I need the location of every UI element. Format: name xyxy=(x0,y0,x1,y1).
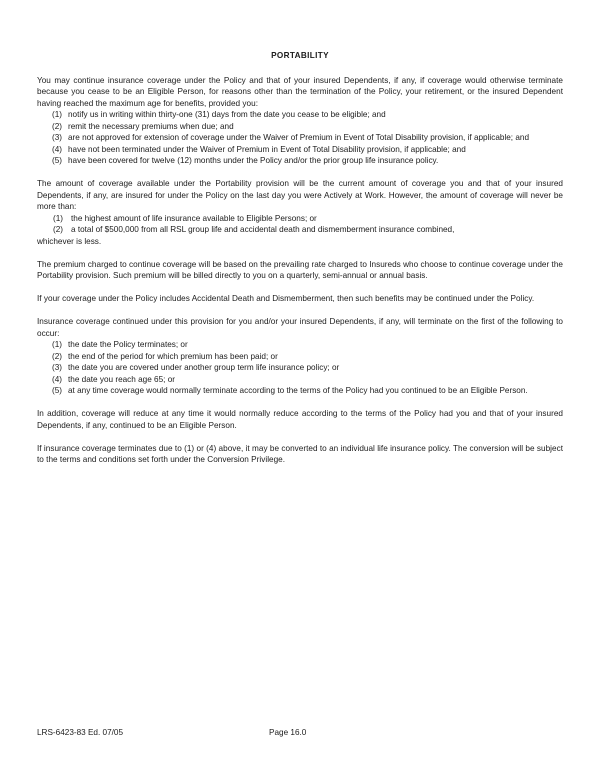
list-coverage-limits xyxy=(37,213,563,236)
list-item xyxy=(37,385,563,397)
page-number: Page 16.0 xyxy=(269,728,307,737)
list-item xyxy=(37,374,563,386)
list-item xyxy=(37,144,563,156)
paragraph-amount-of-coverage: The amount of coverage available under the Portability provision will be the current amount of coverage you and that of your insured Dependents, if any, are insured for under the Policy on the last day you were Actively at Work. However, the amount of coverage will never be more than: xyxy=(37,179,563,211)
list-item-text: are not approved for extension of coverage under the Waiver of Premium in Event of Total Disability provision, if applicable; and xyxy=(68,133,530,142)
list-item xyxy=(37,121,563,133)
list-marker: (1) xyxy=(53,213,64,223)
document-body xyxy=(37,50,563,466)
list-item xyxy=(37,339,563,351)
list-marker: (3) xyxy=(52,363,63,372)
paragraph-reduction: In addition, coverage will reduce at any time it would normally reduce according to the terms of the Policy had you and that of your insured Dependents, if any, continued to be an Eligible Person. xyxy=(37,409,563,430)
page-title: PORTABILITY xyxy=(271,51,329,60)
list-item xyxy=(37,351,563,363)
list-item-text: the highest amount of life insurance available to Eligible Persons; or xyxy=(71,213,317,223)
list-item xyxy=(37,155,563,167)
paragraph-conversion: If insurance coverage terminates due to (1) or (4) above, it may be converted to an individual life insurance policy. The conversion will be subject to the terms and conditions set forth under the Conversion Privilege. xyxy=(37,443,563,464)
list-marker: (4) xyxy=(52,144,63,154)
list-item-text: the date the Policy terminates; or xyxy=(68,340,188,349)
list-item-text: the date you reach age 65; or xyxy=(68,374,175,384)
form-code: LRS-6423-83 Ed. 07/05 xyxy=(37,728,124,737)
list-item-text: have been covered for twelve (12) months under the Policy and/or the prior group life insurance policy. xyxy=(68,156,439,165)
list-marker: (5) xyxy=(52,156,63,165)
list-marker: (2) xyxy=(52,351,63,361)
list-item-text: a total of $500,000 from all RSL group life and accidental death and dismemberment insurance combined, xyxy=(71,225,455,234)
list-item-text: remit the necessary premiums when due; and xyxy=(68,121,234,131)
list-item xyxy=(37,132,563,144)
list-item xyxy=(37,362,563,374)
list-item-text: the end of the period for which premium has been paid; or xyxy=(68,351,278,361)
list-item xyxy=(37,109,563,121)
list-marker: (2) xyxy=(53,225,64,234)
list-marker: (1) xyxy=(52,110,63,119)
list-item-text: the date you are covered under another group term life insurance policy; or xyxy=(68,363,340,372)
list-marker: (4) xyxy=(52,374,63,384)
list-item-text: at any time coverage would normally terminate according to the terms of the Policy had you continued to be an Eligible Person. xyxy=(68,386,528,395)
list-item-text: notify us in writing within thirty-one (31) days from the date you cease to be eligible; and xyxy=(68,110,386,119)
list-termination-events xyxy=(37,339,563,397)
list-marker: (2) xyxy=(52,121,63,131)
paragraph-coverage-limits-trailing: whichever is less. xyxy=(37,236,102,246)
paragraph-add-benefits: If your coverage under the Policy includes Accidental Death and Dismemberment, then such benefits may be continued under the Policy. xyxy=(37,294,535,303)
list-item xyxy=(37,224,563,236)
list-eligibility-conditions xyxy=(37,109,563,167)
list-marker: (5) xyxy=(52,386,63,395)
list-marker: (1) xyxy=(52,340,63,349)
list-marker: (3) xyxy=(52,133,63,142)
list-item xyxy=(37,213,563,225)
paragraph-termination: Insurance coverage continued under this provision for you and/or your insured Dependents, if any, will terminate on the first of the following to occur: xyxy=(37,317,563,338)
list-item-text: have not been terminated under the Waiver of Premium in Event of Total Disability provision, if applicable; and xyxy=(68,144,466,154)
paragraph-intro: You may continue insurance coverage under the Policy and that of your insured Dependents, if any, if coverage would otherwise terminate because you cease to be an Eligible Person, for reasons other than the termination of the Policy, your retirement, or the insured Dependent having reached the maximum age for benefits, provided you: xyxy=(37,75,563,108)
paragraph-premium: The premium charged to continue coverage will be based on the prevailing rate charged to Insureds who choose to continue coverage under the Portability provision. Such premium will be billed directly to you on a quarterly, semi-annual or annual basis. xyxy=(37,259,563,280)
